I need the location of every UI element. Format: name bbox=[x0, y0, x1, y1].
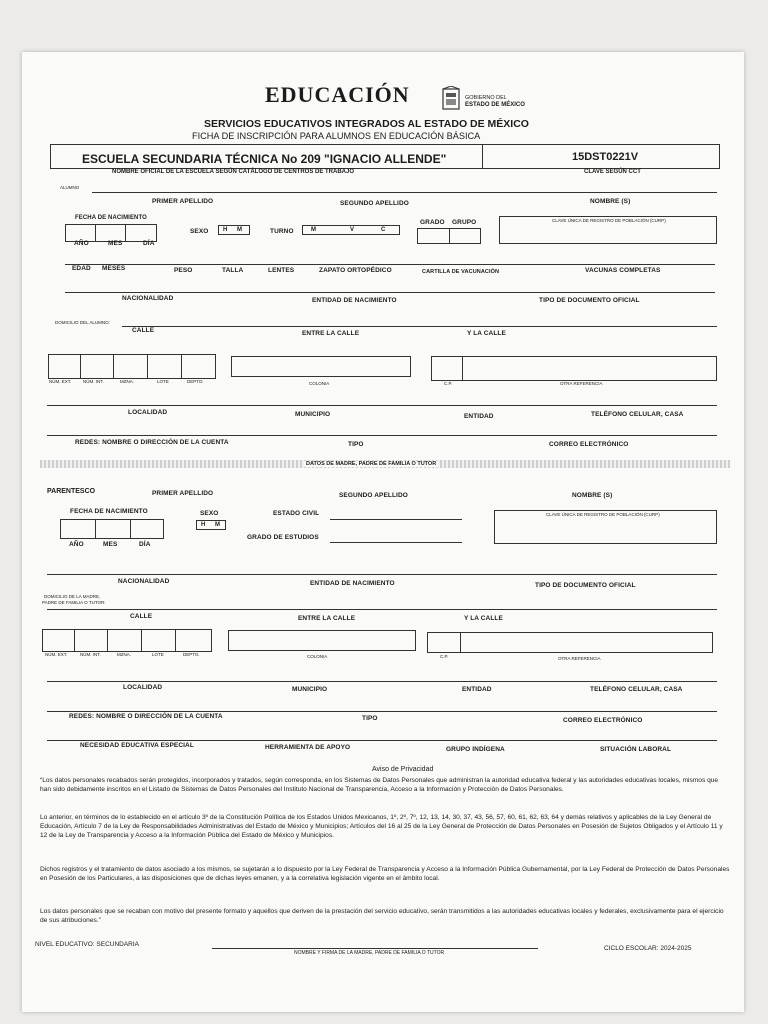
parent-curp-label: CLAVE ÚNICA DE REGISTRO DE POBLACIÓN (CURP) bbox=[546, 512, 660, 517]
num-ext-label: NÚM. EXT. bbox=[49, 379, 72, 384]
parent-colonia-label: COLONIA bbox=[307, 654, 328, 659]
anio-label: AÑO bbox=[74, 240, 89, 247]
municipio-label: MUNICIPIO bbox=[295, 411, 331, 418]
gov-line2: ESTADO DE MÉXICO bbox=[465, 102, 525, 108]
signature-caption: NOMBRE Y FIRMA DE LA MADRE, PADRE DE FAMILIA O TUTOR bbox=[294, 950, 445, 956]
parent-nombres-label: NOMBRE (S) bbox=[572, 492, 613, 499]
turno-label: TURNO bbox=[270, 228, 294, 235]
form-sheet bbox=[22, 52, 744, 1012]
talla-label: TALLA bbox=[222, 267, 244, 274]
parentesco-label: PARENTESCO bbox=[47, 488, 96, 495]
parent-calle-label: CALLE bbox=[130, 613, 153, 620]
parent-y-la-calle-label: Y LA CALLE bbox=[464, 615, 503, 622]
sexo-h-option[interactable]: H bbox=[223, 227, 228, 233]
y-la-calle-label: Y LA CALLE bbox=[467, 330, 506, 337]
grupo-indigena-label: GRUPO INDÍGENA bbox=[446, 746, 505, 753]
tipo-label: TIPO bbox=[348, 441, 364, 448]
parent-entidad-label: ENTIDAD bbox=[462, 686, 492, 693]
privacy-paragraph-3: Dichos registros y el tratamiento de datos asociado a los mismos, se sujetarán a lo dispuesto por la Ley Federal de Transparencia y Acceso a la Información Pública Gubernamental, por la Ley Federal de Protección de Datos Personales en Posesión de los Particulares, a las disposiciones que de dichas leyes emanen, y a la correlativa legislación vigente en el ámbito local. bbox=[40, 866, 730, 882]
parent-domicilio-label-1: DOMICILIO DE LA MADRE, bbox=[44, 594, 101, 599]
parent-tipo-label: TIPO bbox=[362, 715, 378, 722]
cartilla-label: CARTILLA DE VACUNACIÓN bbox=[422, 269, 500, 275]
parent-mzna-label: MZNA. bbox=[117, 652, 131, 657]
situacion-laboral-label: SITUACIÓN LABORAL bbox=[600, 746, 672, 753]
gov-line1: GOBIERNO DEL bbox=[465, 95, 507, 101]
parent-sexo-m-option[interactable]: M bbox=[215, 522, 220, 528]
alumno-label: ALUMNO bbox=[60, 185, 80, 190]
peso-label: PESO bbox=[174, 267, 193, 274]
parent-localidad-label: LOCALIDAD bbox=[123, 684, 163, 691]
grado-label: GRADO bbox=[420, 219, 445, 226]
parent-lote-label: LOTE bbox=[152, 652, 164, 657]
parent-mes-label: MES bbox=[103, 541, 118, 548]
grado-estudios-label: GRADO DE ESTUDIOS bbox=[247, 534, 319, 541]
turno-v-option[interactable]: V bbox=[350, 227, 355, 233]
cp-label: C.P. bbox=[444, 381, 453, 386]
nacionalidad-label: NACIONALIDAD bbox=[122, 295, 174, 302]
turno-options[interactable] bbox=[302, 225, 400, 235]
parent-anio-label: AÑO bbox=[69, 541, 84, 548]
telefono-label: TELÉFONO CELULAR, CASA bbox=[591, 411, 684, 418]
cp-referencia-field[interactable] bbox=[431, 356, 717, 381]
parent-colonia-field[interactable] bbox=[228, 630, 416, 651]
parent-domicilio-label-2: PADRE DE FAMILIA O TUTOR: bbox=[42, 600, 106, 605]
localidad-label: LOCALIDAD bbox=[128, 409, 168, 416]
page-title: EDUCACIÓN bbox=[265, 82, 410, 107]
dia-label: DÍA bbox=[143, 240, 155, 247]
parent-sexo-label: SEXO bbox=[200, 510, 219, 517]
lentes-label: LENTES bbox=[268, 267, 295, 274]
parent-depto-label: DEPTO. bbox=[183, 652, 200, 657]
parent-dia-label: DÍA bbox=[139, 541, 151, 548]
sexo-m-option[interactable]: M bbox=[237, 227, 242, 233]
lote-label: LOTE bbox=[157, 379, 169, 384]
turno-m-option[interactable]: M bbox=[311, 227, 316, 233]
subtitle-services: SERVICIOS EDUCATIVOS INTEGRADOS AL ESTADO DE MÉXICO bbox=[204, 118, 529, 130]
zapato-label: ZAPATO ORTOPÉDICO bbox=[319, 267, 392, 274]
privacy-paragraph-4: Los datos personales que se recaban con motivo del presente formato y aquellos que deriven de la prestación del servicio educativo, serán transmitidos a las autoridades educativas locales y federales, exclusivamente para el ejercicio de sus atribuciones.” bbox=[40, 908, 724, 924]
fecha-nacimiento-label: FECHA DE NACIMIENTO bbox=[75, 215, 147, 221]
colonia-label: COLONIA bbox=[309, 381, 330, 386]
segundo-apellido-label: SEGUNDO APELLIDO bbox=[340, 200, 409, 207]
parent-redes-label: REDES: NOMBRE O DIRECCIÓN DE LA CUENTA bbox=[69, 713, 223, 720]
curp-label: CLAVE ÚNICA DE REGISTRO DE POBLACIÓN (CURP) bbox=[552, 218, 666, 223]
primer-apellido-label: PRIMER APELLIDO bbox=[152, 198, 214, 205]
address-numbers-field[interactable] bbox=[48, 354, 216, 379]
turno-c-option[interactable]: C bbox=[381, 227, 386, 233]
school-name: ESCUELA SECUNDARIA TÉCNICA No 209 "IGNACIO ALLENDE" bbox=[82, 152, 447, 166]
nivel-educativo: NIVEL EDUCATIVO: SECUNDARIA bbox=[35, 941, 140, 948]
calle-label: CALLE bbox=[132, 327, 155, 334]
parent-cp-referencia-field[interactable] bbox=[427, 632, 713, 653]
school-cct-caption: CLAVE SEGÚN CCT bbox=[584, 169, 641, 175]
parent-sexo-options[interactable] bbox=[196, 520, 226, 530]
meses-label: MESES bbox=[102, 265, 126, 272]
parent-correo-label: CORREO ELECTRÓNICO bbox=[563, 717, 643, 724]
necesidad-educativa-label: NECESIDAD EDUCATIVA ESPECIAL bbox=[80, 742, 194, 749]
parent-tipo-documento-label: TIPO DE DOCUMENTO OFICIAL bbox=[535, 582, 636, 589]
sexo-label: SEXO bbox=[190, 228, 209, 235]
ciclo-escolar: CICLO ESCOLAR: 2024-2025 bbox=[604, 945, 692, 952]
state-coat-of-arms-icon bbox=[440, 86, 462, 112]
mes-label: MES bbox=[108, 240, 123, 247]
parent-birthdate-field[interactable] bbox=[60, 519, 164, 539]
school-name-caption: NOMBRE OFICIAL DE LA ESCUELA SEGÚN CATÁLOGO DE CENTROS DE TRABAJO bbox=[112, 169, 355, 175]
redes-label: REDES: NOMBRE O DIRECCIÓN DE LA CUENTA bbox=[75, 439, 229, 446]
estado-civil-label: ESTADO CIVIL bbox=[273, 510, 320, 517]
parent-telefono-label: TELÉFONO CELULAR, CASA bbox=[590, 686, 683, 693]
parent-sexo-h-option[interactable]: H bbox=[201, 522, 206, 528]
herramienta-apoyo-label: HERRAMIENTA DE APOYO bbox=[265, 744, 351, 751]
entidad-nacimiento-label: ENTIDAD DE NACIMIENTO bbox=[312, 297, 397, 304]
domicilio-alumno-label: DOMICILIO DEL ALUMNO: bbox=[55, 320, 110, 325]
privacy-title: Aviso de Privacidad bbox=[372, 766, 434, 773]
parent-section-title: DATOS DE MADRE, PADRE DE FAMILIA O TUTOR bbox=[306, 461, 437, 467]
parent-fecha-nacimiento-label: FECHA DE NACIMIENTO bbox=[70, 508, 148, 515]
grupo-label: GRUPO bbox=[452, 219, 477, 226]
school-cct: 15DST0221V bbox=[572, 151, 639, 163]
parent-primer-apellido-label: PRIMER APELLIDO bbox=[152, 490, 214, 497]
parent-num-ext-label: NÚM. EXT. bbox=[45, 652, 68, 657]
edad-label: EDAD bbox=[72, 265, 91, 272]
depto-label: DEPTO. bbox=[187, 379, 204, 384]
parent-entidad-nacimiento-label: ENTIDAD DE NACIMIENTO bbox=[310, 580, 395, 587]
colonia-field[interactable] bbox=[231, 356, 411, 377]
parent-otra-referencia-label: OTRA REFERENCIA bbox=[558, 656, 601, 661]
parent-segundo-apellido-label: SEGUNDO APELLIDO bbox=[339, 492, 408, 499]
sexo-options[interactable] bbox=[218, 225, 250, 235]
tipo-documento-label: TIPO DE DOCUMENTO OFICIAL bbox=[539, 297, 640, 304]
num-int-label: NÚM. INT. bbox=[83, 379, 104, 384]
parent-municipio-label: MUNICIPIO bbox=[292, 686, 328, 693]
privacy-paragraph-1: “Los datos personales recabados serán protegidos, incorporados y tratados, según corresponda, en los Sistemas de Datos Personales que administran la autoridad educativa federal y las autoridades educativas locales, mismos que han sido debidamente inscritos en el Listado de Sistemas de Datos Personales del Instituto Nacional de Transparencia, Acceso a la Información y Protección de Datos Personales. bbox=[40, 777, 719, 793]
correo-label: CORREO ELECTRÓNICO bbox=[549, 441, 629, 448]
entidad-label: ENTIDAD bbox=[464, 413, 494, 420]
parent-address-numbers-field[interactable] bbox=[42, 629, 212, 652]
parent-cp-label: C.P. bbox=[440, 654, 449, 659]
parent-nacionalidad-label: NACIONALIDAD bbox=[118, 578, 170, 585]
otra-referencia-label: OTRA REFERENCIA bbox=[560, 381, 603, 386]
parent-num-int-label: NÚM. INT. bbox=[80, 652, 101, 657]
grado-grupo-field[interactable] bbox=[417, 228, 481, 244]
vacunas-label: VACUNAS COMPLETAS bbox=[585, 267, 661, 274]
mzna-label: MZNA. bbox=[120, 379, 134, 384]
nombres-label: NOMBRE (S) bbox=[590, 198, 631, 205]
parent-entre-calle-label: ENTRE LA CALLE bbox=[298, 615, 356, 622]
entre-calle-label: ENTRE LA CALLE bbox=[302, 330, 360, 337]
subtitle-form: FICHA DE INSCRIPCIÓN PARA ALUMNOS EN EDUCACIÓN BÁSICA bbox=[192, 131, 481, 141]
privacy-paragraph-2: Lo anterior, en términos de lo establecido en el artículo 3º de la Constitución Política de los Estados Unidos Mexicanos, 1º, 2º, 7º, 12, 13, 14, 30, 37, 43, 56, 57, 60, 61, 62, 63, 64 y demás relativos y aplicables de la Ley General de Educación, Artículo 7 de la Ley de Responsabilidades Administrativas del Estado de México y Municipios; Artículos del 16 al 25 de la Ley General de Protección de Datos Personales en Posesión de Sujetos Obligados y el Artículo 11 y 12 de la Ley de Transparencia y Acceso a la Información Pública del Estado de México y Municipios. bbox=[40, 814, 723, 839]
